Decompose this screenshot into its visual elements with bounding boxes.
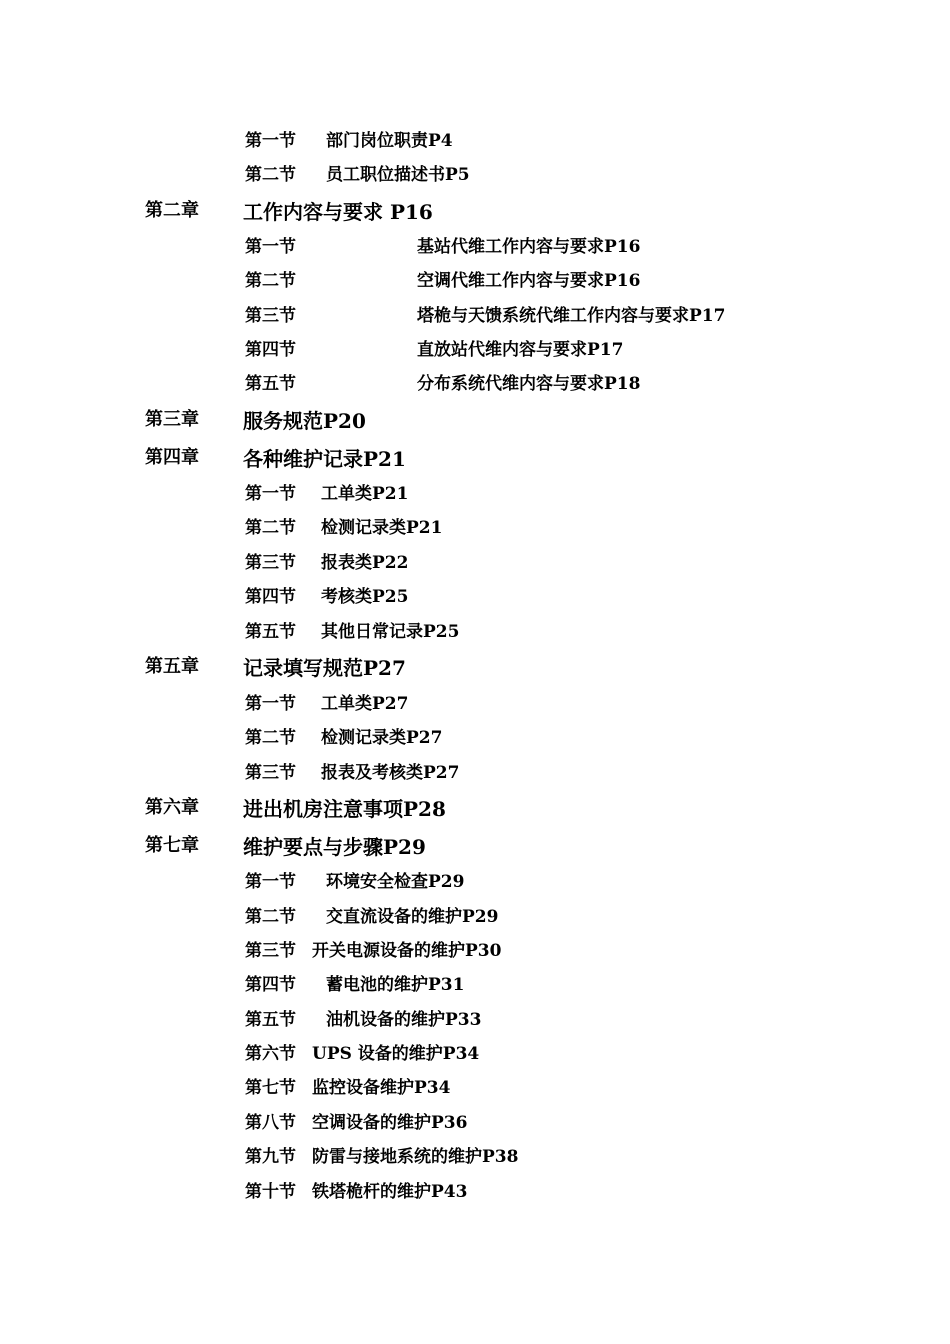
section-title: 其他日常记录P25 [321, 622, 460, 642]
section-number: 第二节 [245, 271, 296, 291]
section-title: 员工职位描述书P5 [326, 165, 470, 185]
section-title: 报表类P22 [321, 553, 409, 573]
section-title: 开关电源设备的维护P30 [312, 941, 502, 961]
chapter-title: 各种维护记录P21 [243, 447, 406, 471]
section-title: 检测记录类P27 [321, 728, 443, 748]
section-title: 直放站代维内容与要求P17 [417, 340, 624, 360]
section-title: 报表及考核类P27 [321, 763, 460, 783]
section-title: 基站代维工作内容与要求P16 [417, 237, 641, 257]
section-number: 第一节 [245, 237, 296, 257]
section-title: 空调代维工作内容与要求P16 [417, 271, 641, 291]
section-number: 第九节 [245, 1147, 296, 1167]
section-title: 交直流设备的维护P29 [326, 907, 499, 927]
section-number: 第三节 [245, 306, 296, 326]
section-number: 第三节 [245, 941, 296, 961]
section-number: 第一节 [245, 872, 296, 892]
section-title: 环境安全检查P29 [326, 872, 465, 892]
section-number: 第一节 [245, 694, 296, 714]
section-title: 监控设备维护P34 [312, 1078, 451, 1098]
section-number: 第一节 [245, 131, 296, 151]
section-number: 第二节 [245, 165, 296, 185]
section-number: 第四节 [245, 587, 296, 607]
chapter-number: 第四章 [145, 447, 199, 468]
chapter-number: 第五章 [145, 656, 199, 677]
chapter-title: 服务规范P20 [243, 409, 366, 433]
chapter-title: 记录填写规范P27 [243, 656, 406, 680]
section-title: 铁塔桅杆的维护P43 [312, 1182, 468, 1202]
section-number: 第二节 [245, 518, 296, 538]
section-title: 防雷与接地系统的维护P38 [312, 1147, 519, 1167]
section-title: 分布系统代维内容与要求P18 [417, 374, 641, 394]
section-number: 第六节 [245, 1044, 296, 1064]
section-title: 蓄电池的维护P31 [326, 975, 465, 995]
section-number: 第十节 [245, 1182, 296, 1202]
section-number: 第五节 [245, 622, 296, 642]
section-number: 第三节 [245, 553, 296, 573]
chapter-title: 进出机房注意事项P28 [243, 797, 446, 821]
chapter-number: 第三章 [145, 409, 199, 430]
section-number: 第五节 [245, 1010, 296, 1030]
chapter-number: 第二章 [145, 200, 199, 221]
section-title: 空调设备的维护P36 [312, 1113, 468, 1133]
chapter-number: 第七章 [145, 835, 199, 856]
section-number: 第二节 [245, 907, 296, 927]
section-title: 工单类P21 [321, 484, 409, 504]
section-title: 工单类P27 [321, 694, 409, 714]
chapter-title: 维护要点与步骤P29 [243, 835, 426, 859]
section-number: 第二节 [245, 728, 296, 748]
section-title: 考核类P25 [321, 587, 409, 607]
section-number: 第八节 [245, 1113, 296, 1133]
section-title: 检测记录类P21 [321, 518, 443, 538]
section-title: UPS 设备的维护P34 [312, 1044, 480, 1064]
section-number: 第三节 [245, 763, 296, 783]
section-title: 部门岗位职责P4 [326, 131, 453, 151]
section-number: 第七节 [245, 1078, 296, 1098]
chapter-number: 第六章 [145, 797, 199, 818]
section-number: 第五节 [245, 374, 296, 394]
section-number: 第四节 [245, 340, 296, 360]
section-number: 第一节 [245, 484, 296, 504]
section-number: 第四节 [245, 975, 296, 995]
chapter-title: 工作内容与要求 P16 [243, 200, 433, 224]
section-title: 塔桅与天馈系统代维工作内容与要求P17 [417, 306, 726, 326]
section-title: 油机设备的维护P33 [326, 1010, 482, 1030]
